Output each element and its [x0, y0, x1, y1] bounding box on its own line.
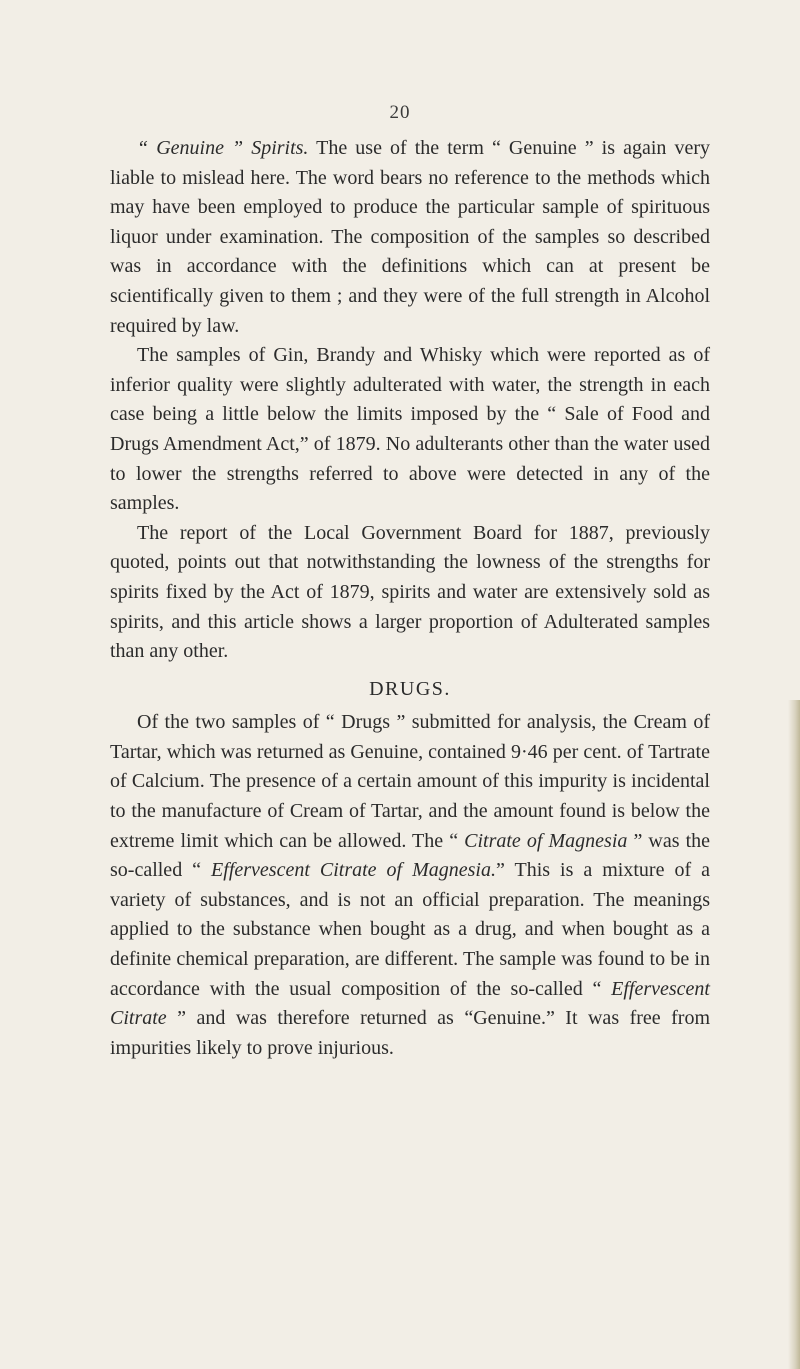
italic-citrate-of-magnesia: Citrate of Magnesia: [458, 829, 634, 852]
paragraph-text: The use of the term “ Genuine ” is again very liable to mislead here. The word bears no reference to the methods which may have been employed to produce the particular sample of spirituous liquor under examination. The composition of the samples so described was in accordance with the definitions which can at present be scientifically given to them ; and they were of the full strength in Alcohol required by law.: [110, 137, 710, 337]
italic-effervescent-citrate-of-magnesia: Effervescent Citrate of Magnesia.: [201, 859, 496, 882]
paragraph-drugs: [110, 708, 710, 1063]
paragraph-text: ” and was therefore returned as “Genuine.” It was free from impurities likely to prove injurious.: [110, 1007, 710, 1059]
paragraph-local-government-report: The report of the Local Government Board for 1887, previously quoted, points out that notwithstanding the lowness of the strengths for spirits fixed by the Act of 1879, spirits and water are extensively sold as spirits, and this article shows a larger proportion of Adulterated samples than any other.: [110, 521, 710, 663]
body-text: [110, 134, 710, 1063]
paragraph-lead-italic: “ Genuine ” Spirits.: [137, 137, 309, 159]
section-heading-drugs: DRUGS.: [369, 677, 451, 700]
paragraph-genuine-spirits: [110, 134, 710, 341]
italic-effervescent-citrate: Effervescent Citrate: [110, 977, 710, 1030]
paragraph-text: Of the two samples of “ Drugs ” submitted for analysis, the Cream of Tartar, which was returned as Genuine, contained 9·46 per cent. of Tartrate of Calcium. The presence of a certain amount of this impurity is incidental to the manufacture of Cream of Tartar, and the amount found is below the extreme limit which can be allowed. The “: [110, 711, 710, 852]
paragraph-text: ” was the so-called “: [110, 829, 710, 882]
paragraph-inferior-samples: The samples of Gin, Brandy and Whisky which were reported as of inferior quality were slightly adulterated with water, the strength in each case being a little below the limits imposed by the “ Sale of Food and Drugs Amendment Act,” of 1879. No adulterants other than the water used to lower the strengths referred to above were detected in any of the samples.: [110, 344, 710, 515]
page-number: 20: [389, 102, 411, 123]
paragraph-text: ” This is a mixture of a variety of substances, and is not an official preparation. The meanings applied to the substance when bought as a drug, and when bought as a definite chemical preparation, are different. The sample was found to be in accordance with the usual composition of the so-called “: [110, 859, 710, 1000]
page-edge-shadow: [788, 700, 800, 1369]
